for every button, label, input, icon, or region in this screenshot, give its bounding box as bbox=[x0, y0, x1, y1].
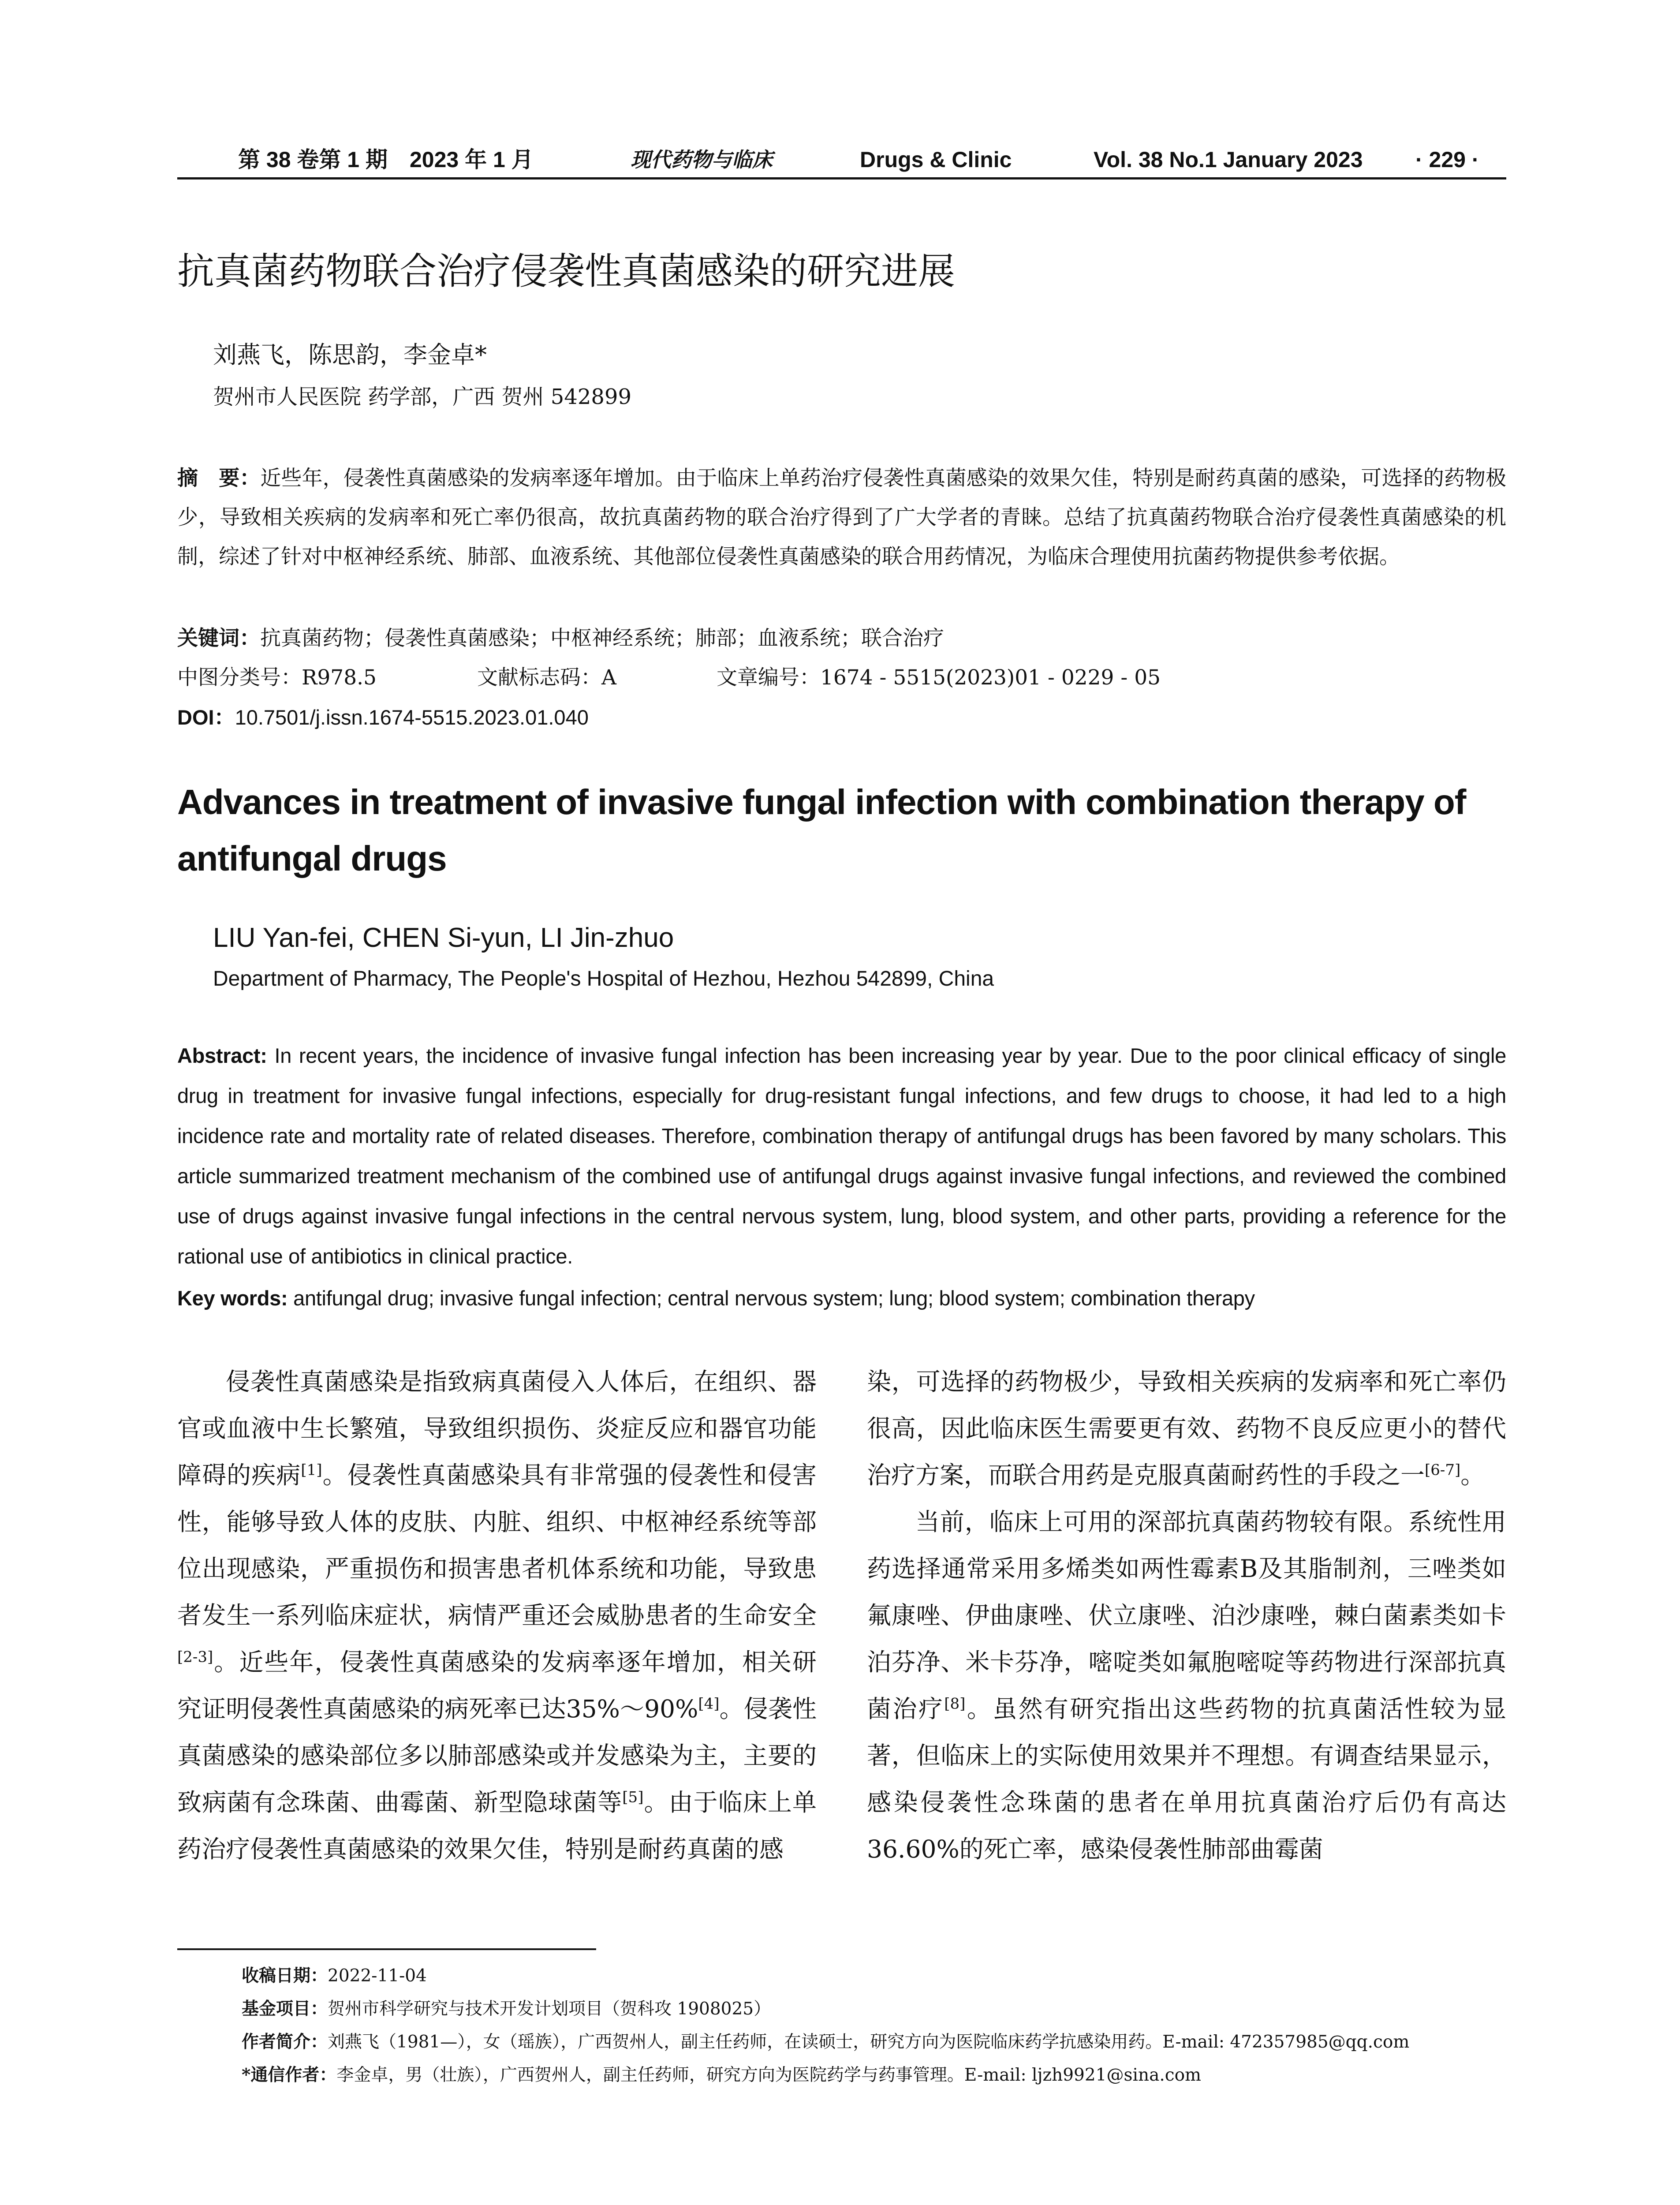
footnote-funding bbox=[242, 1996, 771, 2022]
body-text: 。侵袭性真菌感染的感染部位多以肺部感染或并发感染为主，主要的致病菌有念珠菌、曲霉菌、新型隐球菌等 bbox=[177, 1695, 817, 1816]
doi bbox=[177, 700, 589, 736]
article-number: 文章编号：1674 - 5515(2023)01 - 0229 - 05 bbox=[717, 665, 1161, 690]
body-paragraph bbox=[867, 1358, 1506, 1499]
abstract-cn-label: 摘 要： bbox=[177, 466, 261, 490]
clc-number: 中图分类号：R978.5 bbox=[177, 665, 377, 690]
footnote-label: *通信作者： bbox=[242, 2065, 337, 2085]
affiliation-cn: 贺州市人民医院 药学部，广西 贺州 542899 bbox=[213, 385, 632, 409]
abstract-cn-text: 近些年，侵袭性真菌感染的发病率逐年增加。由于临床上单药治疗侵袭性真菌感染的效果欠佳，特别是耐药真菌的感染，可选择的药物极少，导致相关疾病的发病率和死亡率仍很高，故抗真菌药物的联合治疗得到了广大学者的青睐。总结了抗真菌药物联合治疗侵袭性真菌感染的机制，综述了针对中枢神经系统、肺部、血液系统、其他部位侵袭性真菌感染的联合用药情况，为临床合理使用抗菌药物提供参考依据。 bbox=[177, 466, 1507, 569]
footnote-author bbox=[242, 2029, 1409, 2056]
citation: [1] bbox=[301, 1461, 322, 1479]
citation: [6-7] bbox=[1425, 1461, 1461, 1479]
header-page-number: · 229 · bbox=[1415, 147, 1479, 172]
affiliation-en: Department of Pharmacy, The People's Hospital of Hezhou, Hezhou 542899, China bbox=[213, 967, 994, 990]
authors-cn: 刘燕飞，陈思韵，李金卓* bbox=[213, 341, 487, 369]
body-column-left bbox=[177, 1358, 817, 1872]
keywords-cn-label: 关键词： bbox=[177, 626, 260, 650]
body-text: 。虽然有研究指出这些药物的抗真菌活性较为显著，但临床上的实际使用效果并不理想。有调查结果显示，感染侵袭性念珠菌的患者在单用抗真菌治疗后仍有高达 36.60%的死亡率，感染侵袭性肺部曲霉菌 bbox=[867, 1695, 1506, 1863]
keywords-cn bbox=[177, 621, 944, 656]
header-issue-cn: 第 38 卷第 1 期 2023 年 1 月 bbox=[238, 147, 534, 172]
authors-en: LIU Yan-fei, CHEN Si-yun, LI Jin-zhuo bbox=[213, 923, 674, 953]
citation: [4] bbox=[698, 1695, 720, 1713]
abstract-en-text: In recent years, the incidence of invasive fungal infection has been increasing year by year. Due to the poor clinical efficacy of single drug in treatment for invasive fungal infections, especially for drug-resistant fungal infections, and few drugs to choose, it had led to a high incidence rate and mortality rate of related diseases. Therefore, combination therapy of antifungal drugs has been favored by many scholars. This article summarized treatment mechanism of the combined use of antifungal drugs against invasive fungal infections, and reviewed the combined use of drugs against invasive fungal infections in the central nervous system, lung, blood system, and other parts, providing a reference for the rational use of antibiotics in clinical practice. bbox=[177, 1044, 1507, 1268]
document-code: 文献标志码：A bbox=[477, 665, 616, 690]
body-text: 侵袭性真菌感染是指致病真菌侵入人体后，在组织、器官或血液中生长繁殖，导致组织损伤、炎症反应和器官功能障碍的疾病 bbox=[177, 1368, 817, 1489]
body-text: 。由于临床上单药治疗侵袭性真菌感染的效果欠佳，特别是耐药真菌的感 bbox=[177, 1788, 817, 1863]
citation: [8] bbox=[944, 1695, 966, 1713]
footnote-label: 作者简介： bbox=[242, 2032, 328, 2052]
keywords-en-label: Key words: bbox=[177, 1286, 288, 1310]
footnote-received bbox=[242, 1962, 427, 1989]
header-rule bbox=[177, 177, 1506, 179]
citation: [5] bbox=[622, 1788, 644, 1806]
footnote-text: 2022-11-04 bbox=[328, 1966, 427, 1986]
keywords-en bbox=[177, 1281, 1255, 1316]
footnote-label: 收稿日期： bbox=[242, 1966, 328, 1986]
body-paragraph bbox=[867, 1499, 1506, 1872]
abstract-en bbox=[177, 1035, 1506, 1276]
abstract-en-label: Abstract: bbox=[177, 1044, 267, 1067]
doi-label: DOI： bbox=[177, 706, 235, 729]
header-journal-cn: 现代药物与临床 bbox=[631, 148, 773, 172]
body-column-right bbox=[867, 1358, 1506, 1872]
body-text: 当前，临床上可用的深部抗真菌药物较有限。系统性用药选择通常采用多烯类如两性霉素B及其脂制剂，三唑类如氟康唑、伊曲康唑、伏立康唑、泊沙康唑，棘白菌素类如卡泊芬净、米卡芬净，嘧啶类如氟胞嘧啶等药物进行深部抗真菌治疗 bbox=[867, 1508, 1506, 1723]
header-issue-en: Vol. 38 No.1 January 2023 bbox=[1094, 147, 1363, 172]
footnote-text: 李金卓，男（壮族），广西贺州人，副主任药师，研究方向为医院药学与药事管理。E-mail: ljzh9921@sina.com bbox=[336, 2065, 1202, 2085]
title-en: Advances in treatment of invasive fungal infection with combination therapy of antifungal drugs bbox=[177, 782, 1466, 878]
body-text: 。 bbox=[1460, 1461, 1485, 1489]
footnote-text: 刘燕飞（1981—），女（瑶族），广西贺州人，副主任药师，在读硕士，研究方向为医院临床药学抗感染用药。E-mail: 472357985@qq.com bbox=[328, 2032, 1410, 2052]
body-paragraph bbox=[177, 1358, 817, 1872]
footnote-corresponding bbox=[242, 2062, 1201, 2089]
footnote-rule bbox=[177, 1948, 596, 1950]
footnote-text: 贺州市科学研究与技术开发计划项目（贺科攻 1908025） bbox=[328, 1999, 771, 2019]
keywords-cn-text: 抗真菌药物；侵袭性真菌感染；中枢神经系统；肺部；血液系统；联合治疗 bbox=[260, 626, 944, 650]
body-text: 。侵袭性真菌感染具有非常强的侵袭性和侵害性，能够导致人体的皮肤、内脏、组织、中枢神经系统等部位出现感染，严重损伤和损害患者机体系统和功能，导致患者发生一系列临床症状，病情严重还会威胁患者的生命安全 bbox=[177, 1461, 817, 1629]
doi-value: 10.7501/j.issn.1674-5515.2023.01.040 bbox=[235, 706, 589, 729]
body-text: 染，可选择的药物极少，导致相关疾病的发病率和死亡率仍很高，因此临床医生需要更有效、药物不良反应更小的替代治疗方案，而联合用药是克服真菌耐药性的手段之一 bbox=[867, 1368, 1506, 1489]
title-cn: 抗真菌药物联合治疗侵袭性真菌感染的研究进展 bbox=[177, 250, 956, 293]
body-text: 。近些年，侵袭性真菌感染的发病率逐年增加，相关研究证明侵袭性真菌感染的病死率已达35%～90% bbox=[177, 1648, 817, 1723]
footnote-label: 基金项目： bbox=[242, 1999, 328, 2019]
citation: [2-3] bbox=[177, 1648, 213, 1666]
keywords-en-text: antifungal drug; invasive fungal infection; central nervous system; lung; blood system; combination therapy bbox=[293, 1286, 1255, 1310]
header-journal-en: Drugs & Clinic bbox=[860, 147, 1012, 172]
abstract-cn bbox=[177, 459, 1506, 576]
